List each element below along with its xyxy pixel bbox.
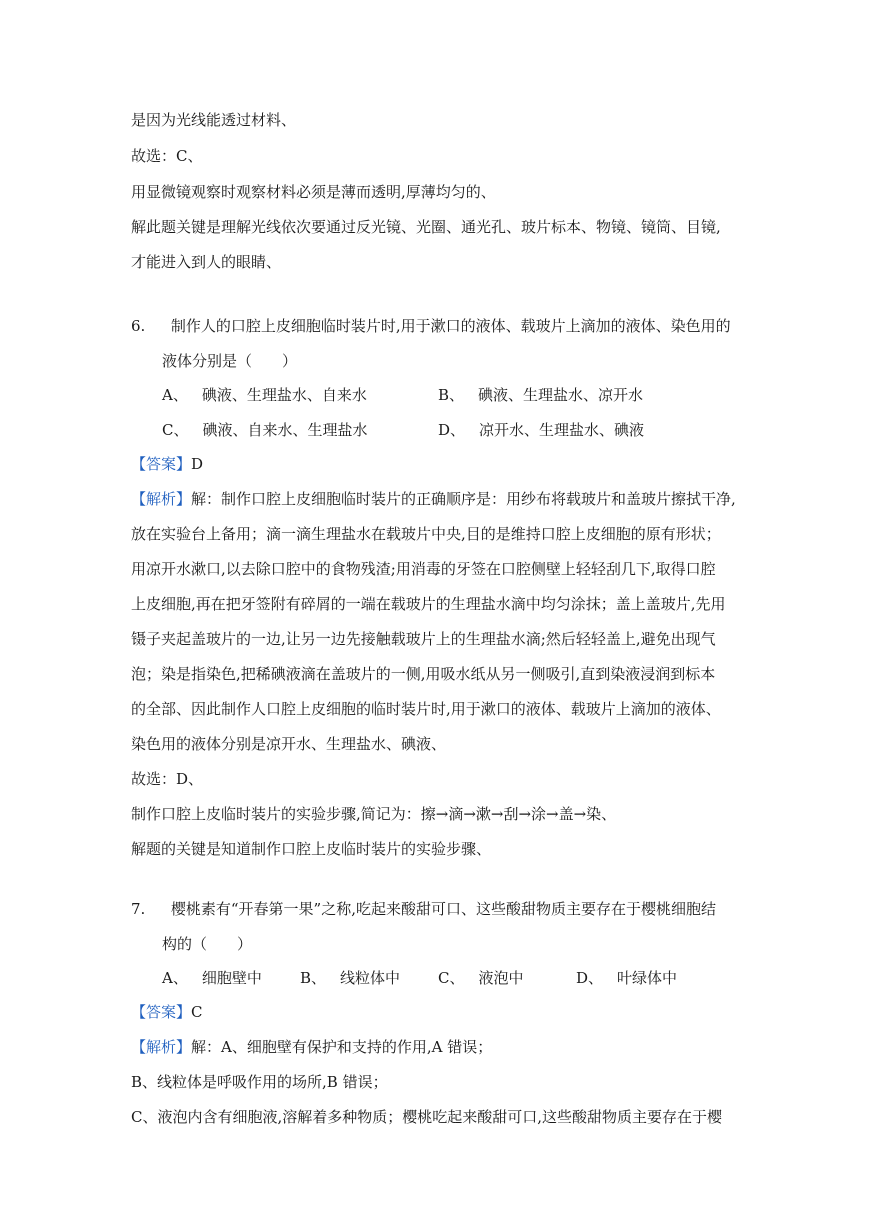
analysis-line: 镊子夹起盖玻片的一边,让另一边先接触载玻片上的生理盐水滴;然后轻轻盖上,避免出现气	[131, 630, 716, 648]
answer-line	[131, 454, 203, 474]
option-a: A、 细胞壁中	[162, 969, 262, 987]
intro-line: 是因为光线能透过材料、	[131, 111, 297, 129]
option-b: B、 碘液、生理盐水、凉开水	[438, 386, 644, 404]
analysis-line: C、液泡内含有细胞液,溶解着多种物质；樱桃吃起来酸甜可口,这些酸甜物质主要存在于樱	[131, 1108, 723, 1126]
analysis-line: 的全部、因此制作人口腔上皮细胞的临时装片时,用于漱口的液体、载玻片上滴加的液体、	[131, 700, 721, 718]
option-c: C、 碘液、自来水、生理盐水	[162, 421, 368, 439]
option-d: D、 凉开水、生理盐水、碘液	[438, 421, 645, 439]
analysis-tag: 【解析】	[131, 490, 192, 508]
answer-value: D	[191, 455, 204, 473]
option-a: A、 碘液、生理盐水、自来水	[162, 386, 367, 404]
intro-line: 才能进入到人的眼睛、	[131, 253, 282, 271]
option-d: D、 叶绿体中	[576, 969, 678, 987]
intro-line: 故选：C、	[131, 147, 203, 165]
analysis-line: 染色用的液体分别是凉开水、生理盐水、碘液、	[131, 735, 447, 753]
analysis-line: 故选：D、	[131, 770, 204, 788]
answer-value: C	[191, 1003, 203, 1021]
question-stem: 樱桃素有“开春第一果”之称,吃起来酸甜可口、这些酸甜物质主要存在于樱桃细胞结	[170, 900, 716, 918]
answer-tag: 【答案】	[131, 1003, 192, 1021]
analysis-line: 解题的关键是知道制作口腔上皮临时装片的实验步骤、	[131, 840, 492, 858]
analysis-line: 制作口腔上皮临时装片的实验步骤,简记为：擦→滴→漱→刮→涂→盖→染、	[131, 805, 617, 823]
question-stem-continued: 液体分别是（ ）	[162, 352, 298, 370]
analysis-line: 【解析】解：制作口腔上皮细胞临时装片的正确顺序是：用纱布将载玻片和盖玻片擦拭干净,	[131, 490, 736, 508]
analysis-tag: 【解析】	[131, 1038, 192, 1056]
question-7-stem	[131, 899, 716, 919]
answer-line	[131, 1002, 203, 1022]
intro-line: 解此题关键是理解光线依次要通过反光镜、光圈、通光孔、玻片标本、物镜、镜筒、目镜,	[131, 218, 721, 236]
analysis-line: 放在实验台上备用；滴一滴生理盐水在载玻片中央,目的是维持口腔上皮细胞的原有形状；	[131, 525, 721, 543]
question-number: 6.	[131, 317, 146, 335]
answer-tag: 【答案】	[131, 455, 192, 473]
analysis-line: 【解析】解：A、细胞壁有保护和支持的作用,A 错误；	[131, 1038, 493, 1056]
question-stem: 制作人的口腔上皮细胞临时装片时,用于漱口的液体、载玻片上滴加的液体、染色用的	[170, 317, 731, 335]
question-number: 7.	[131, 900, 146, 918]
intro-line: 用显微镜观察时观察材料必须是薄而透明,厚薄均匀的、	[131, 183, 496, 201]
option-b: B、 线粒体中	[300, 969, 401, 987]
analysis-line: 用凉开水漱口,以去除口腔中的食物残渣;用消毒的牙签在口腔侧壁上轻轻刮几下,取得口腔	[131, 560, 716, 578]
analysis-line: B、线粒体是呼吸作用的场所,B 错误；	[131, 1073, 388, 1091]
option-c: C、 液泡中	[438, 969, 524, 987]
analysis-line: 泡；染是指染色,把稀碘液滴在盖玻片的一侧,用吸水纸从另一侧吸引,直到染液浸润到标本	[131, 665, 716, 683]
analysis-line: 上皮细胞,再在把牙签附有碎屑的一端在载玻片的生理盐水滴中均匀涂抹；盖上盖玻片,先用	[131, 595, 726, 613]
question-6-stem	[131, 316, 731, 336]
question-stem-continued: 构的（ ）	[162, 935, 253, 953]
